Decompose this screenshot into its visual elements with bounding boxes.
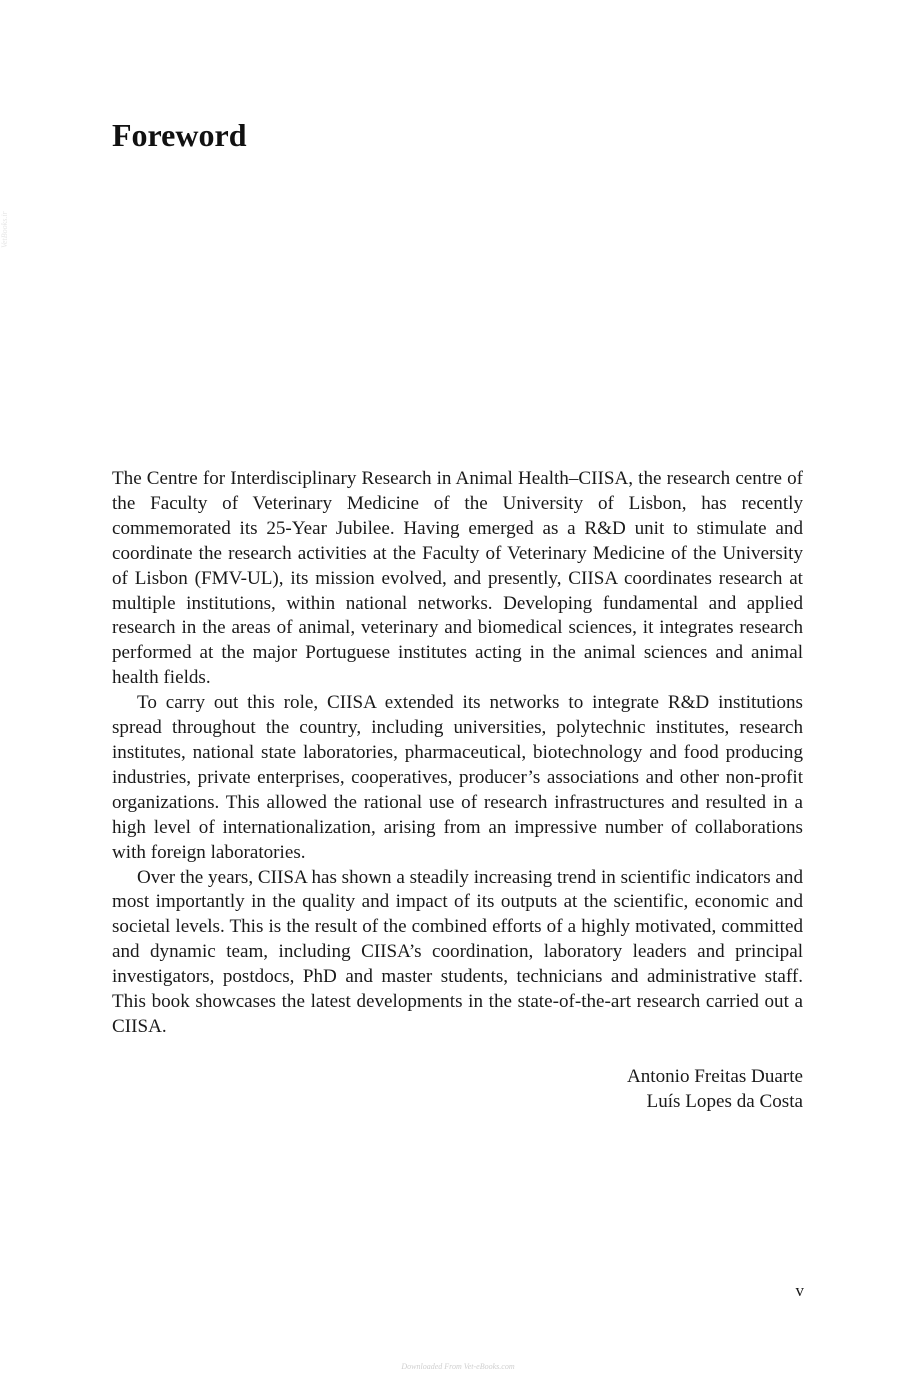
paragraph-1: The Centre for Interdisciplinary Research in Animal Health–CIISA, the research centre of the Faculty of Veterinary Medicine of the University of Lisbon, has recently commemorated its 25-Year Jubilee. Having emerged as a R&D unit to stimulate and coordinate the research activities at the Faculty of Veterinary Medicine of the University of Lisbon (FMV-UL), its mission evolved, and presently, CIISA coordinates research at multiple institutions, within national networks. Developing fundamental and applied research in the areas of animal, veterinary and biomedical sciences, it integrates research performed at the major Portuguese institutes acting in the animal sciences and animal health fields.	[112, 468, 803, 689]
signature-block	[627, 1065, 803, 1115]
paragraph-3: Over the years, CIISA has shown a steadily increasing trend in scientific indicators and most importantly in the quality and impact of its outputs at the scientific, economic and societal levels. This is the result of the combined efforts of a highly motivated, committed and dynamic team, including CIISA’s coordination, laboratory leaders and principal investigators, postdocs, PhD and master students, technicians and administrative staff. This book showcases the latest developments in the state-of-the-art research carried out a CIISA.	[112, 866, 803, 1037]
side-watermark: VetBooks.ir	[0, 211, 9, 248]
footer-watermark: Downloaded From Vet-eBooks.com	[401, 1362, 515, 1371]
signatory-1: Antonio Freitas Duarte	[626, 1066, 803, 1087]
signatory-2: Luís Lopes da Costa	[646, 1090, 803, 1112]
paragraph-2: To carry out this role, CIISA extended its networks to integrate R&D institutions spread throughout the country, including universities, polytechnic institutes, research institutes, national state laboratories, pharmaceutical, biotechnology and food producing industries, private enterprises, cooperatives, producer’s associations and other non-profit organizations. This allowed the rational use of research infrastructures and resulted in a high level of internationalization, arising from an impressive number of collaborations with foreign laboratories.	[112, 692, 803, 863]
page-title: Foreword	[112, 117, 247, 153]
foreword-body	[112, 467, 803, 1040]
page-number: v	[795, 1281, 804, 1300]
